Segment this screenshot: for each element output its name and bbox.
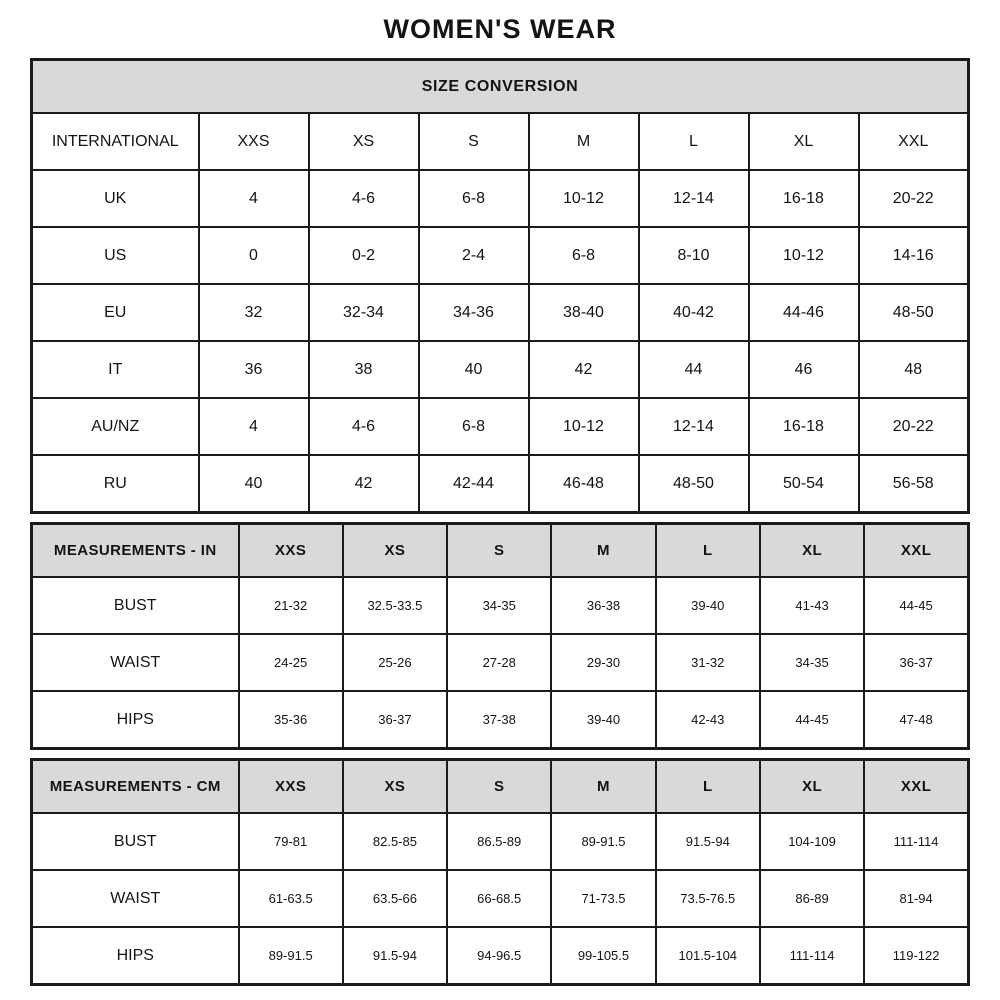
row-label-it: IT: [32, 341, 199, 398]
cell-us-xs: 0-2: [309, 227, 419, 284]
cell-ru-s: 42-44: [419, 455, 529, 513]
cell-hips-in-xxs: 35-36: [239, 691, 343, 749]
cell-bust-cm-m: 89-91.5: [551, 813, 655, 870]
cell-waist-cm-xxs: 61-63.5: [239, 870, 343, 927]
row-label-aunz: AU/NZ: [32, 398, 199, 455]
cell-waist-cm-xs: 63.5-66: [343, 870, 447, 927]
cell-aunz-xxl: 20-22: [859, 398, 969, 455]
cell-bust-cm-xs: 82.5-85: [343, 813, 447, 870]
cell-eu-xxs: 32: [199, 284, 309, 341]
column-header-international: INTERNATIONAL: [32, 113, 199, 170]
cell-ru-m: 46-48: [529, 455, 639, 513]
cell-bust-in-l: 39-40: [656, 577, 760, 634]
cell-hips-in-xl: 44-45: [760, 691, 864, 749]
cell-uk-s: 6-8: [419, 170, 529, 227]
cell-hips-cm-m: 99-105.5: [551, 927, 655, 985]
in-size-xs: XS: [343, 524, 447, 578]
row-label-us: US: [32, 227, 199, 284]
measurements-cm-table: [30, 758, 970, 986]
row-label-uk: UK: [32, 170, 199, 227]
column-header-s: S: [419, 113, 529, 170]
cell-it-xxl: 48: [859, 341, 969, 398]
cell-bust-in-xxs: 21-32: [239, 577, 343, 634]
cell-waist-in-xxl: 36-37: [864, 634, 968, 691]
cell-hips-in-l: 42-43: [656, 691, 760, 749]
cell-ru-xs: 42: [309, 455, 419, 513]
size-row-it: [32, 341, 969, 398]
measurements-in-header: MEASUREMENTS - IN: [32, 524, 239, 578]
cell-aunz-xxs: 4: [199, 398, 309, 455]
cell-bust-cm-xxl: 111-114: [864, 813, 968, 870]
cell-it-l: 44: [639, 341, 749, 398]
cell-bust-in-m: 36-38: [551, 577, 655, 634]
size-conversion-header: SIZE CONVERSION: [32, 60, 969, 114]
cm-size-m: M: [551, 760, 655, 814]
cell-ru-xxs: 40: [199, 455, 309, 513]
cm-row-waist: [32, 870, 969, 927]
row-label-bust-in: BUST: [32, 577, 239, 634]
cell-eu-l: 40-42: [639, 284, 749, 341]
cell-bust-cm-xl: 104-109: [760, 813, 864, 870]
cell-aunz-m: 10-12: [529, 398, 639, 455]
cell-waist-in-xs: 25-26: [343, 634, 447, 691]
in-row-waist: [32, 634, 969, 691]
cell-uk-xxl: 20-22: [859, 170, 969, 227]
column-header-xs: XS: [309, 113, 419, 170]
cell-waist-cm-l: 73.5-76.5: [656, 870, 760, 927]
size-row-uk: [32, 170, 969, 227]
cell-eu-xl: 44-46: [749, 284, 859, 341]
size-row-us: [32, 227, 969, 284]
column-header-xl: XL: [749, 113, 859, 170]
cell-eu-m: 38-40: [529, 284, 639, 341]
size-conversion-banner-row: [32, 60, 969, 114]
column-header-l: L: [639, 113, 749, 170]
row-label-eu: EU: [32, 284, 199, 341]
cell-waist-in-xxs: 24-25: [239, 634, 343, 691]
in-size-xxl: XXL: [864, 524, 968, 578]
cell-hips-cm-xl: 111-114: [760, 927, 864, 985]
cell-eu-xs: 32-34: [309, 284, 419, 341]
row-label-waist-cm: WAIST: [32, 870, 239, 927]
cm-size-s: S: [447, 760, 551, 814]
cm-row-bust: [32, 813, 969, 870]
cell-bust-cm-l: 91.5-94: [656, 813, 760, 870]
cell-uk-xxs: 4: [199, 170, 309, 227]
in-size-l: L: [656, 524, 760, 578]
cell-bust-cm-xxs: 79-81: [239, 813, 343, 870]
in-size-s: S: [447, 524, 551, 578]
row-label-hips-cm: HIPS: [32, 927, 239, 985]
cell-hips-in-m: 39-40: [551, 691, 655, 749]
size-row-ru: [32, 455, 969, 513]
cell-bust-in-xxl: 44-45: [864, 577, 968, 634]
cell-us-xxs: 0: [199, 227, 309, 284]
cm-size-xxl: XXL: [864, 760, 968, 814]
cell-ru-xl: 50-54: [749, 455, 859, 513]
cell-us-l: 8-10: [639, 227, 749, 284]
column-header-m: M: [529, 113, 639, 170]
cm-size-l: L: [656, 760, 760, 814]
in-row-hips: [32, 691, 969, 749]
cell-waist-in-s: 27-28: [447, 634, 551, 691]
page-title: WOMEN'S WEAR: [383, 14, 617, 44]
size-row-eu: [32, 284, 969, 341]
cm-row-hips: [32, 927, 969, 985]
row-label-ru: RU: [32, 455, 199, 513]
row-label-hips-in: HIPS: [32, 691, 239, 749]
cell-hips-cm-l: 101.5-104: [656, 927, 760, 985]
cell-waist-in-xl: 34-35: [760, 634, 864, 691]
size-row-aunz: [32, 398, 969, 455]
cell-hips-in-xs: 36-37: [343, 691, 447, 749]
in-size-xl: XL: [760, 524, 864, 578]
cell-us-xl: 10-12: [749, 227, 859, 284]
column-header-xxs: XXS: [199, 113, 309, 170]
cell-us-m: 6-8: [529, 227, 639, 284]
cell-hips-cm-xxl: 119-122: [864, 927, 968, 985]
cell-waist-cm-m: 71-73.5: [551, 870, 655, 927]
cell-eu-xxl: 48-50: [859, 284, 969, 341]
cell-hips-cm-xs: 91.5-94: [343, 927, 447, 985]
cell-bust-in-xs: 32.5-33.5: [343, 577, 447, 634]
cell-it-s: 40: [419, 341, 529, 398]
size-conversion-columns-row: [32, 113, 969, 170]
cell-uk-xs: 4-6: [309, 170, 419, 227]
cell-uk-l: 12-14: [639, 170, 749, 227]
cell-hips-in-s: 37-38: [447, 691, 551, 749]
cm-size-xl: XL: [760, 760, 864, 814]
cm-size-xxs: XXS: [239, 760, 343, 814]
cell-waist-cm-xxl: 81-94: [864, 870, 968, 927]
measurements-cm-header-row: [32, 760, 969, 814]
in-size-m: M: [551, 524, 655, 578]
cell-waist-cm-xl: 86-89: [760, 870, 864, 927]
row-label-bust-cm: BUST: [32, 813, 239, 870]
cell-waist-in-l: 31-32: [656, 634, 760, 691]
cell-bust-in-xl: 41-43: [760, 577, 864, 634]
cell-ru-xxl: 56-58: [859, 455, 969, 513]
measurements-in-header-row: [32, 524, 969, 578]
cell-waist-in-m: 29-30: [551, 634, 655, 691]
in-size-xxs: XXS: [239, 524, 343, 578]
cell-hips-cm-s: 94-96.5: [447, 927, 551, 985]
cell-it-xxs: 36: [199, 341, 309, 398]
cell-hips-cm-xxs: 89-91.5: [239, 927, 343, 985]
cell-bust-in-s: 34-35: [447, 577, 551, 634]
cell-us-s: 2-4: [419, 227, 529, 284]
cell-hips-in-xxl: 47-48: [864, 691, 968, 749]
row-label-waist-in: WAIST: [32, 634, 239, 691]
cell-uk-xl: 16-18: [749, 170, 859, 227]
column-header-xxl: XXL: [859, 113, 969, 170]
cell-it-xl: 46: [749, 341, 859, 398]
size-conversion-table: [30, 58, 970, 514]
cell-it-m: 42: [529, 341, 639, 398]
cell-it-xs: 38: [309, 341, 419, 398]
cell-eu-s: 34-36: [419, 284, 529, 341]
cell-aunz-l: 12-14: [639, 398, 749, 455]
measurements-in-table: [30, 522, 970, 750]
cell-uk-m: 10-12: [529, 170, 639, 227]
cm-size-xs: XS: [343, 760, 447, 814]
cell-aunz-xs: 4-6: [309, 398, 419, 455]
cell-aunz-s: 6-8: [419, 398, 529, 455]
cell-waist-cm-s: 66-68.5: [447, 870, 551, 927]
cell-aunz-xl: 16-18: [749, 398, 859, 455]
in-row-bust: [32, 577, 969, 634]
measurements-cm-header: MEASUREMENTS - CM: [32, 760, 239, 814]
cell-bust-cm-s: 86.5-89: [447, 813, 551, 870]
cell-us-xxl: 14-16: [859, 227, 969, 284]
cell-ru-l: 48-50: [639, 455, 749, 513]
